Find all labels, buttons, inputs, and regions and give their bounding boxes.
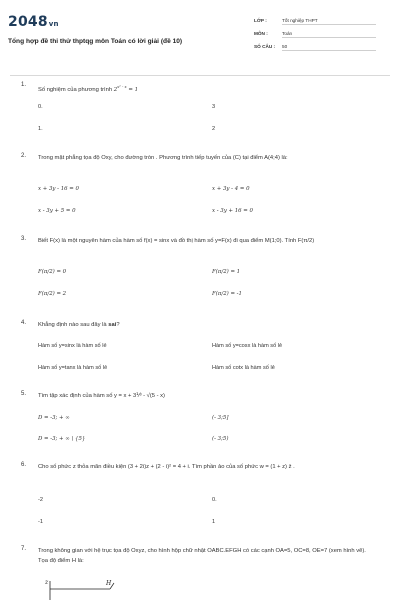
- option-a[interactable]: -2: [38, 497, 43, 503]
- header-divider: [10, 75, 390, 76]
- option-c[interactable]: 1.: [38, 126, 43, 132]
- meta-row-class: LỚP : Tốt nghiệp THPT: [254, 18, 376, 25]
- option-d[interactable]: (- 3;5): [212, 436, 229, 442]
- option-b[interactable]: 0.: [212, 497, 217, 503]
- option-b[interactable]: 3: [212, 104, 216, 110]
- option-c[interactable]: D = -3; + ∞ \ {5}: [38, 436, 86, 442]
- option-d[interactable]: F(π/2) = -1: [212, 291, 242, 297]
- figure-label-h: H: [106, 580, 112, 587]
- option-b[interactable]: (- 3;5]: [212, 415, 229, 421]
- option-a[interactable]: x + 3y - 16 = 0: [38, 186, 79, 192]
- option-d[interactable]: 2: [212, 126, 216, 132]
- question-number: 7.: [21, 546, 27, 552]
- question-text: Biết F(x) là một nguyên hàm của hàm số f(x) = sinx và đồ thị hàm số y=F(x) đi qua điểm M(1;0). Tính F(π/2): [38, 238, 315, 244]
- option-c[interactable]: Hàm số y=tanx là hàm số lẻ: [38, 365, 108, 371]
- question-number: 5.: [21, 391, 27, 397]
- site-logo[interactable]: 2048vn: [8, 14, 59, 30]
- document-header: [0, 0, 400, 76]
- question-number: 4.: [21, 320, 27, 326]
- question-number: 2.: [21, 153, 27, 159]
- question-text: Cho số phức z thỏa mãn điều kiện (3 + 2i)z + (2 - i)² = 4 + i. Tìm phần ảo của số phức w = (1 + z) z̄ .: [38, 464, 295, 470]
- question-number: 3.: [21, 236, 27, 242]
- option-d[interactable]: x - 3y + 16 = 0: [212, 208, 253, 214]
- option-c[interactable]: -1: [38, 519, 43, 525]
- question-text: Số nghiệm của phương trình $2^{x^2 - x} = 1$: [38, 84, 139, 93]
- question-text: Trong mặt phẳng tọa độ Oxy, cho đường tròn . Phương trình tiếp tuyến của (C) tại điểm A(4;4) là:: [38, 155, 288, 161]
- box-figure: [44, 578, 134, 600]
- figure-label-z: z: [45, 579, 49, 586]
- option-d[interactable]: Hàm số cotx là hàm số lẻ: [212, 365, 275, 371]
- option-b[interactable]: x + 3y - 4 = 0: [212, 186, 250, 192]
- option-b[interactable]: Hàm số y=cosx là hàm số lẻ: [212, 343, 283, 349]
- question-text: Trong không gian với hệ trục tọa độ Oxyz, cho hình hộp chữ nhật OABC.EFGH có các cạnh OA=5, OC=8, OE=7 (xem hình vẽ). Tọa độ điểm H là:: [38, 548, 366, 564]
- option-c[interactable]: F(π/2) = 2: [38, 291, 67, 297]
- meta-row-count: SỐ CÂU : 50: [254, 44, 376, 51]
- option-b[interactable]: F(π/2) = 1: [212, 269, 241, 275]
- option-a[interactable]: 0.: [38, 104, 43, 110]
- question-text: Tìm tập xác định của hàm số y = x + 3⅟³ - √(5 - x): [38, 393, 165, 399]
- question-text: Khẳng định nào sau đây là sai?: [38, 322, 120, 328]
- question-number: 6.: [21, 462, 27, 468]
- document-title: Tổng hợp đề thi thử thptqg môn Toán có lời giải (đề 10): [8, 38, 183, 45]
- option-a[interactable]: F(π/2) = 0: [38, 269, 67, 275]
- question-number: 1.: [21, 82, 27, 88]
- option-d[interactable]: 1: [212, 519, 216, 525]
- meta-row-subject: MÔN : Toán: [254, 31, 376, 38]
- option-c[interactable]: x - 3y + 5 = 0: [38, 208, 76, 214]
- option-a[interactable]: D = -3; + ∞: [38, 415, 70, 421]
- option-a[interactable]: Hàm số y=sinx là hàm số lẻ: [38, 343, 107, 349]
